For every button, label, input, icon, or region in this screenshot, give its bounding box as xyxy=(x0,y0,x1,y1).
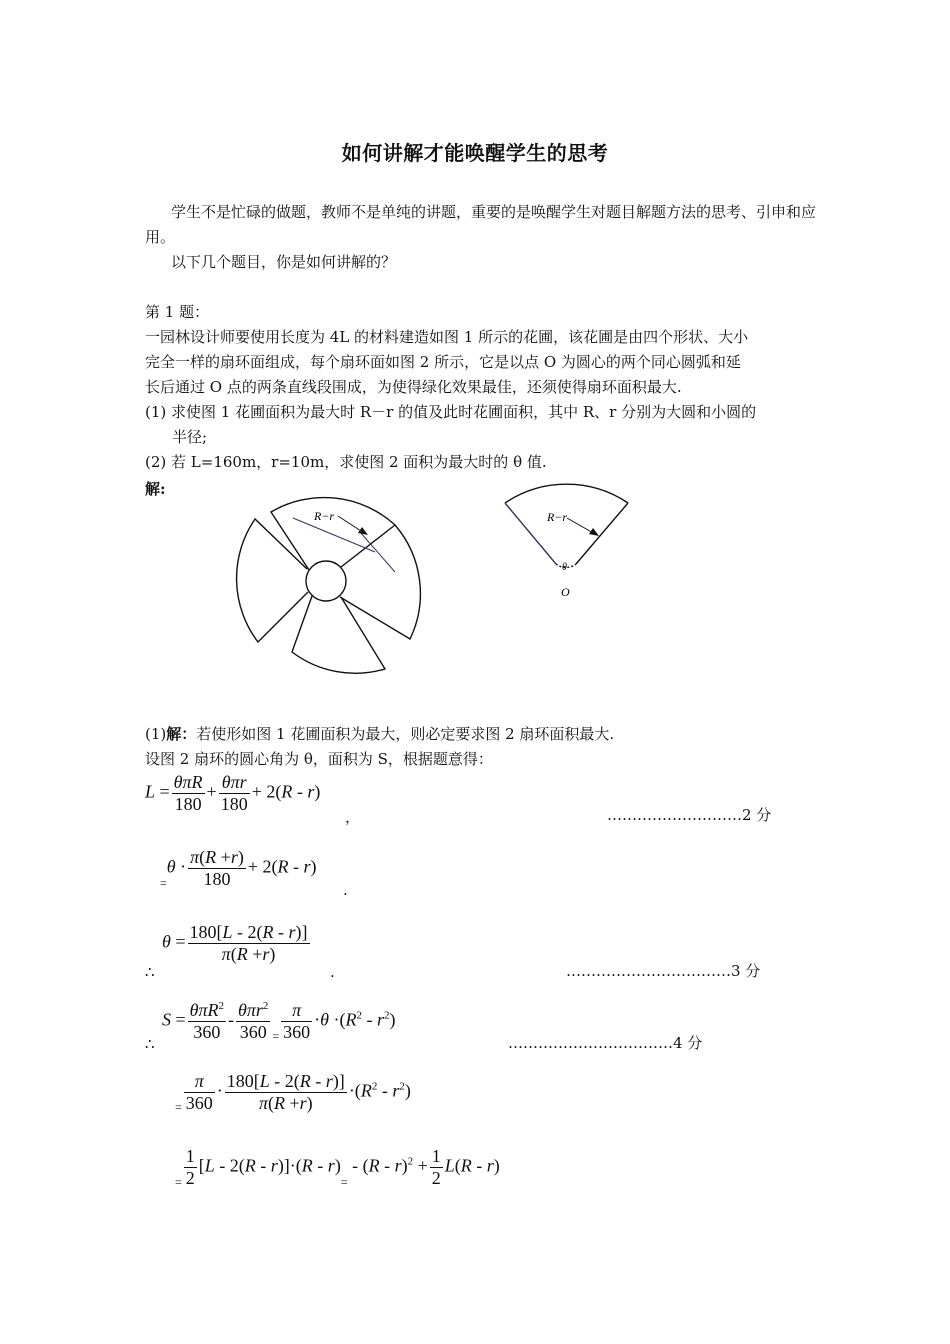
solution-line-1-text: 若使形如图 1 花圃面积为最大，则必定要求图 2 扇环面积最大. xyxy=(196,725,615,743)
comma-mark: ， xyxy=(345,808,361,826)
subquestion-1: (1) 求使图 1 花圃面积为最大时 R－r 的值及此时花圃面积，其中 R、r 分别为大圆和小圆的 xyxy=(145,403,757,421)
figure-2-label-theta: θ xyxy=(562,562,567,573)
figure-1-arrow-icon xyxy=(358,527,368,535)
problem-line-3: 长后通过 O 点的两条直线段围成，为使得绿化效果最佳，还须使得扇环面积最大. xyxy=(145,378,682,396)
figure-2-label-Rr: R−r xyxy=(547,510,568,524)
period-mark-2: . xyxy=(330,963,335,981)
solve-label: 解: xyxy=(145,480,166,498)
problem-statement xyxy=(145,325,825,400)
figure-1-label-Rr: R−r xyxy=(314,509,335,523)
equation-theta: θ = $\frac{180[L - 2(R - r)]}{\pi(R +r)}$ xyxy=(162,922,308,964)
subquestion-2: (2) 若 L=160m，r=10m，求使图 2 面积为最大时的 θ 值. xyxy=(145,453,547,471)
equation-S: S = $\frac{\theta\pi R^2}{360}$ - $\frac{\theta\pi r^2}{360}$ $_=$ $\frac{\pi}{360}$ $\cdot\theta \cdot(R^2 - r^2)$ xyxy=(162,1000,396,1043)
figure-1-left-sector xyxy=(237,519,308,642)
score-2: ………………………2 分 xyxy=(607,806,772,824)
solution-solve-label: 解： xyxy=(166,725,197,743)
figure-2-outer-arc xyxy=(505,484,628,503)
figure-2-sector xyxy=(495,478,640,608)
equation-S-simplified: $_=$ $\frac{1}{2}$ $[L - 2(R - r)]\cdot(R - r)_= - (R - r)^2$ + $\frac{1}{2}$ L(R - r) xyxy=(175,1146,500,1189)
figure-1-flower-bed xyxy=(220,474,460,698)
figure-2-label-O: O xyxy=(561,585,570,599)
solution-part-label: (1) xyxy=(145,725,167,743)
therefore-symbol-2: ∴ xyxy=(145,1035,155,1053)
equation-S-substituted: $_=$ $\frac{\pi}{360}$ · $\frac{180[L - 2(R - r)]}{\pi(R +r)}$ $\cdot(R^2 - r^2)$ xyxy=(175,1071,411,1114)
figure-2-arrow-icon xyxy=(589,528,599,536)
solution-line-2: 设图 2 扇环的圆心角为 θ，面积为 S，根据题意得： xyxy=(145,750,493,768)
problem-line-2: 完全一样的扇环面组成，每个扇环面如图 2 所示，它是以点 O 为圆心的两个同心圆弧和延 xyxy=(145,353,741,371)
score-3: ……………………………3 分 xyxy=(566,962,761,980)
intro-paragraph-1: 学生不是忙碌的做题，教师不是单纯的讲题，重要的是唤醒学生对题目解题方法的思考、引申和应用。 xyxy=(145,203,817,246)
score-4: ……………………………4 分 xyxy=(508,1034,703,1052)
figure-1-bottom-sector xyxy=(292,596,385,673)
equation-L-factored: $_=$θ · $\frac{\pi(R +r)}{180}$ + 2(R - r) xyxy=(160,847,317,890)
subquestion-1-cont: 半径; xyxy=(172,428,208,446)
equation-L: L = $\frac{\text{θπR}}{180}$ + $\frac{\text{θπr}}{180}$ + 2(R - r) xyxy=(145,772,321,814)
solution-line-1 xyxy=(145,722,614,747)
therefore-symbol-1: ∴ xyxy=(145,963,155,981)
period-mark: . xyxy=(343,881,348,899)
question-label: 第 1 题： xyxy=(145,303,210,321)
page-title: 如何讲解才能唤醒学生的思考 xyxy=(341,141,609,165)
intro-paragraph-2: 以下几个题目，你是如何讲解的？ xyxy=(171,253,397,271)
problem-line-1: 一园林设计师要使用长度为 4L 的材料建造如图 1 所示的花圃，该花圃是由四个形状、大小 xyxy=(145,328,749,346)
figure-1-inner-circle xyxy=(306,561,346,601)
